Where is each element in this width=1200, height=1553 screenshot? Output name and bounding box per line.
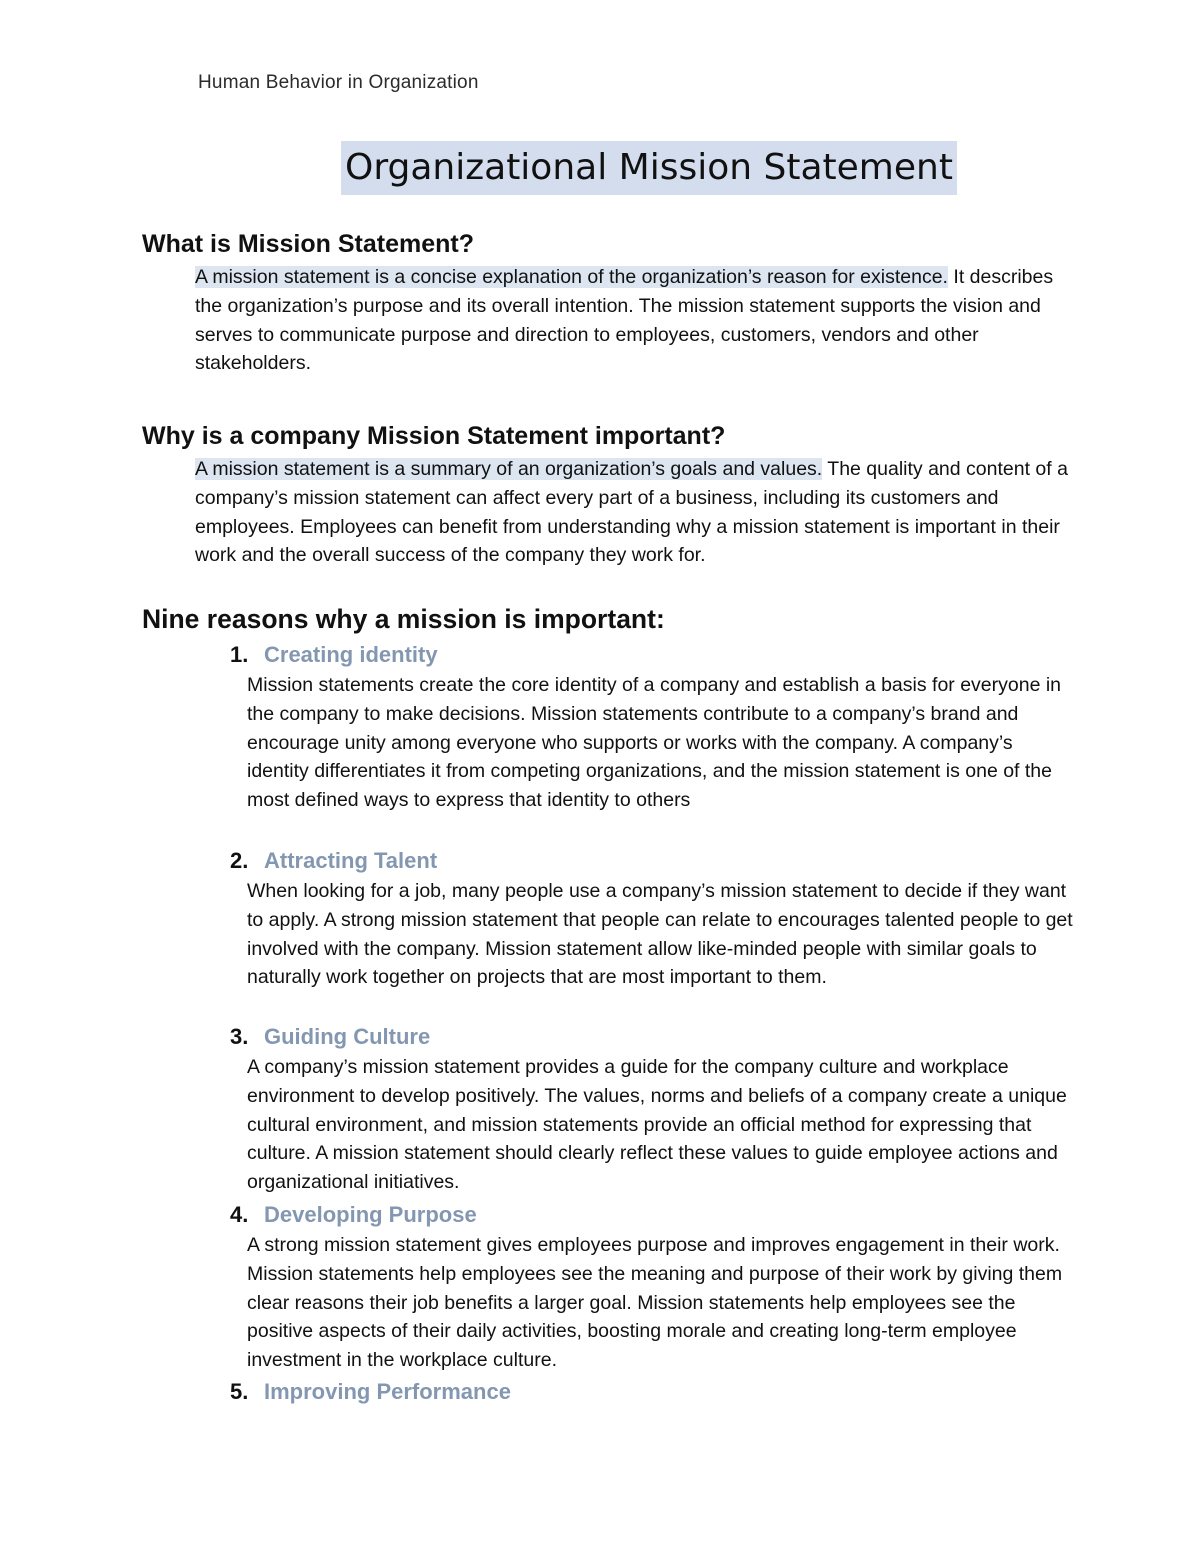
section-heading-why: Why is a company Mission Statement important? (142, 422, 726, 450)
section-paragraph-what (195, 263, 1085, 378)
title-block (341, 141, 957, 195)
highlighted-definition: A mission statement is a concise explanation of the organization’s reason for existence. (195, 266, 948, 288)
reason-heading-2 (230, 846, 437, 876)
reason-heading-5 (230, 1377, 511, 1407)
section-heading-reasons: Nine reasons why a mission is important: (142, 604, 665, 634)
reason-body-3: A company’s mission statement provides a guide for the company culture and workplace environment to develop positively. The values, norms and beliefs of a company create a unique cultural environment, and mission statements provide an official method for expressing that culture. A mission statement should clearly reflect these values to guide employee actions and organizational initiatives. (247, 1056, 1067, 1194)
list-number: 1. (230, 642, 249, 667)
document-title: Organizational Mission Statement (341, 141, 957, 195)
list-number: 2. (230, 848, 249, 873)
section-paragraph-why (195, 455, 1085, 570)
list-number: 3. (230, 1024, 249, 1049)
reason-body-2: When looking for a job, many people use a company’s mission statement to decide if they want to apply. A strong mission statement that people can relate to encourages talented people to get involved with the company. Mission statement allow like-minded people with similar goals to naturally work together on projects that are most important to them. (247, 880, 1073, 989)
reason-body-1: Mission statements create the core identity of a company and establish a basis for everyone in the company to make decisions. Mission statements contribute to a company’s brand and encourage unity among everyone who supports or works with the company. A company’s identity differentiates it from competing organizations, and the mission statement is one of the most defined ways to express that identity to others (247, 674, 1062, 812)
reason-heading-4 (230, 1200, 477, 1230)
running-header: Human Behavior in Organization (198, 72, 479, 93)
paragraph-text: It describes the organization’s purpose and its overall intention. The mission statement supports the vision and serves to communicate purpose and direction to employees, customers, vendors and other stakeholders. (195, 266, 1054, 375)
highlighted-summary: A mission statement is a summary of an organization’s goals and values. (195, 458, 823, 480)
reason-heading-1 (230, 640, 438, 670)
reason-title: Developing Purpose (264, 1202, 477, 1227)
list-number: 5. (230, 1379, 249, 1404)
reason-title: Creating identity (264, 642, 438, 667)
reason-title: Improving Performance (264, 1379, 511, 1404)
paragraph-text: The quality and content of a company’s mission statement can affect every part of a business, including its customers and employees. Employees can benefit from understanding why a mission statement is important in their work and the overall success of the company they work for. (195, 458, 1068, 567)
reason-body-4: A strong mission statement gives employees purpose and improves engagement in their work. Mission statements help employees see the meaning and purpose of their work by giving them clear reasons their job benefits a larger goal. Mission statements help employees see the positive aspects of their daily activities, boosting morale and creating long-term employee investment in the workplace culture. (247, 1234, 1063, 1372)
reason-title: Guiding Culture (264, 1024, 431, 1049)
section-heading-what: What is Mission Statement? (142, 230, 474, 258)
reason-heading-3 (230, 1022, 430, 1052)
reason-title: Attracting Talent (264, 848, 438, 873)
list-number: 4. (230, 1202, 249, 1227)
